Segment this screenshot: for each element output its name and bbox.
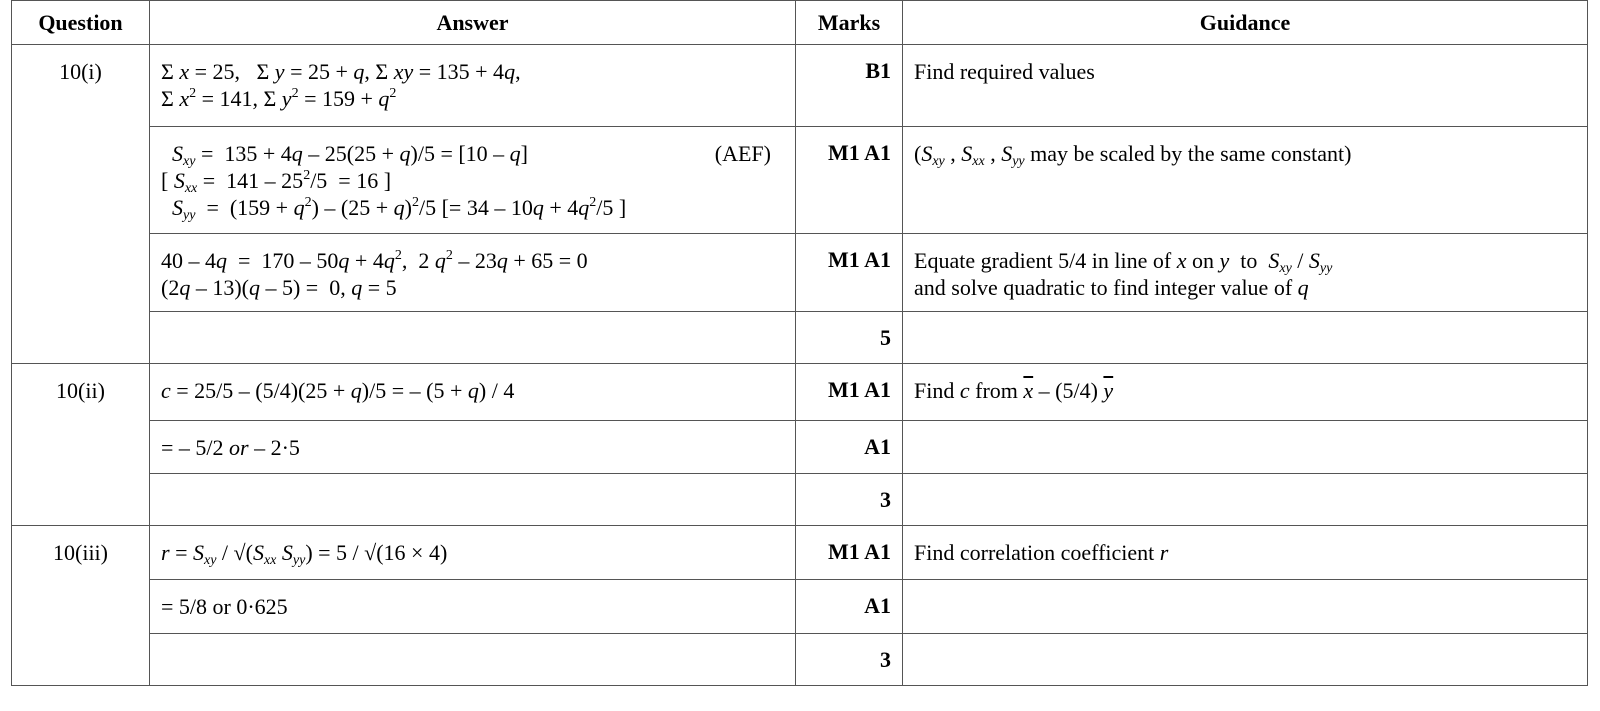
table-row <box>12 312 1588 364</box>
guidance-text: from <box>969 378 1024 403</box>
answer-text: – 2·5 <box>248 435 300 460</box>
question-header: Question <box>12 1 150 45</box>
aef-note: (AEF) <box>714 141 771 166</box>
guidance-text: and solve quadratic to find integer value of <box>914 275 1298 300</box>
guidance-text: – (5/4) <box>1033 378 1104 403</box>
marks-total: 3 <box>796 634 903 686</box>
answer-cell <box>150 421 796 474</box>
guidance-cell: Find c from $\overline{x} - (5/4)$ $\overline{y}$ <box>903 364 1588 421</box>
answer-text: = – 5/2 <box>161 435 230 460</box>
guidance-text: may be scaled by the same constant) <box>1024 141 1352 166</box>
guidance-text: Equate gradient 5/4 in line of <box>914 248 1177 273</box>
answer-cell: $40 - 4q = 170 - 50q + 4q^2$, 2 $q^2 - 23q + 65 = 0$ (2q – 13)(q – 5) = 0, q = 5 <box>150 234 796 312</box>
guidance-cell <box>903 634 1588 686</box>
answer-header: Answer <box>150 1 796 45</box>
answer-cell <box>150 474 796 526</box>
table-row <box>12 364 1588 421</box>
table-row <box>12 634 1588 686</box>
guidance-text: Find correlation coefficient <box>914 540 1160 565</box>
answer-cell: = 5/8 or 0·625 <box>150 580 796 634</box>
marks-total: 5 <box>796 312 903 364</box>
guidance-cell: ($S_{xy}$ , $S_{xx}$ , $S_{yy}$ may be scaled by the same constant) <box>903 127 1588 234</box>
marks-cell: A1 <box>796 580 903 634</box>
guidance-cell: Equate gradient 5/4 in line of x on y to $S_{xy} / S_{yy}$ and solve quadratic to find integer value of q <box>903 234 1588 312</box>
guidance-cell: Find correlation coefficient r <box>903 526 1588 580</box>
answer-cell: c = 25/5 – (5/4)(25 + q)/5 = – (5 + q) / 4 <box>150 364 796 421</box>
table-row <box>12 474 1588 526</box>
marks-cell: M1 A1 <box>796 526 903 580</box>
marks-header: Marks <box>796 1 903 45</box>
guidance-header: Guidance <box>903 1 1588 45</box>
header-row <box>12 1 1588 45</box>
question-cell: 10(iii) <box>12 526 150 686</box>
guidance-cell: Find required values <box>903 45 1588 127</box>
table-row <box>12 45 1588 127</box>
question-cell: 10(i) <box>12 45 150 364</box>
guidance-cell <box>903 580 1588 634</box>
question-cell: 10(ii) <box>12 364 150 526</box>
answer-cell <box>150 312 796 364</box>
guidance-text: Find <box>914 378 960 403</box>
table-row <box>12 234 1588 312</box>
marks-cell: M1 A1 <box>796 364 903 421</box>
table-row <box>12 127 1588 234</box>
guidance-cell <box>903 474 1588 526</box>
marks-cell: A1 <box>796 421 903 474</box>
answer-cell: (AEF) $S_{xy} = 135 + 4q - 25(25 + q)/5 = [10 - q]$ [ $S_{xx} = 141 - 25^2/5 = 16$ ] $S_{yy} = (159 + q^2) - (25 + q)^2/5$ [= $34 - 10q + 4q^2/5$ ] <box>150 127 796 234</box>
guidance-cell <box>903 312 1588 364</box>
marks-cell: B1 <box>796 45 903 127</box>
answer-cell: Σ x = 25, Σ y = 25 + q, Σ xy = 135 + 4q, Σ $x^2 = 141$, Σ $y^2 = 159 + q^2$ <box>150 45 796 127</box>
answer-cell: $r = S_{xy} / √(S_{xx}$ $S_{yy}) = 5 / √(16 \times 4)$ <box>150 526 796 580</box>
marks-cell: M1 A1 <box>796 127 903 234</box>
table-row <box>12 580 1588 634</box>
table-row <box>12 526 1588 580</box>
marks-total: 3 <box>796 474 903 526</box>
table-row <box>12 421 1588 474</box>
marks-cell: M1 A1 <box>796 234 903 312</box>
guidance-cell <box>903 421 1588 474</box>
mark-scheme-table <box>11 0 1588 686</box>
answer-cell <box>150 634 796 686</box>
answer-text: or <box>229 435 249 460</box>
